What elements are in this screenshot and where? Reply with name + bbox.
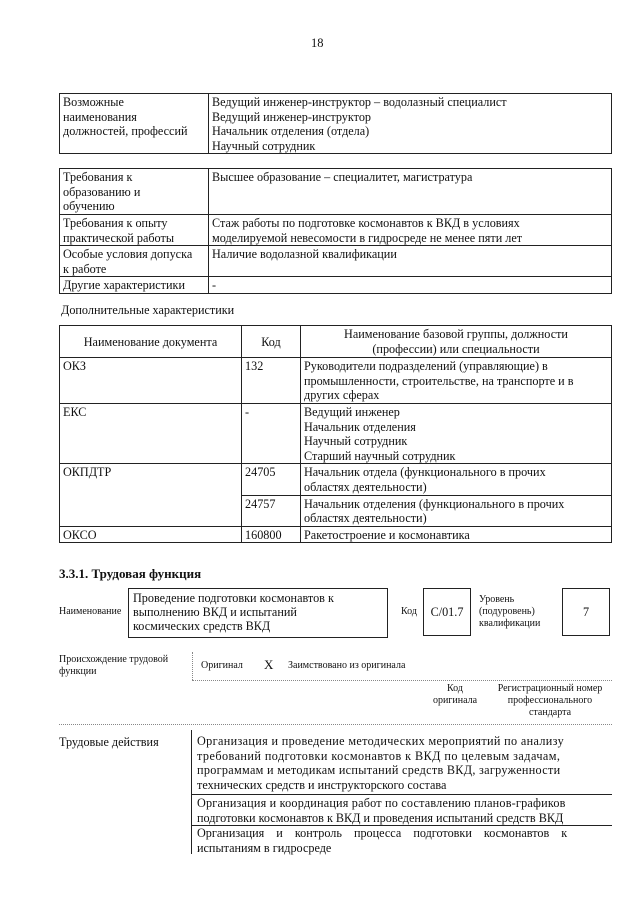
header-doc: Наименование документа <box>60 326 242 358</box>
header-line: Наименование базовой группы, должности <box>344 327 568 341</box>
name-line: других сферах <box>304 388 380 403</box>
original-mark: X <box>264 657 274 672</box>
function-name-box <box>128 588 388 638</box>
label-line: Особые условия допуска <box>63 247 193 262</box>
level-line: Уровень <box>479 594 515 605</box>
label-line: Требования к опыту <box>63 216 168 230</box>
value-line: - <box>212 278 217 293</box>
level-label <box>479 594 540 630</box>
level-line: (подуровень) <box>479 606 535 617</box>
orig-code-line: Код <box>447 683 463 694</box>
code-label: Код <box>401 606 417 617</box>
name-cell <box>301 404 612 464</box>
job-title: Ведущий инженер-инструктор <box>212 109 372 124</box>
header-name <box>301 326 612 358</box>
name-cell <box>301 526 612 543</box>
job-title: Научный сотрудник <box>212 138 316 153</box>
requirement-label <box>60 277 209 294</box>
additional-characteristics-table <box>59 325 612 543</box>
origin-line: функции <box>59 666 97 677</box>
code-cell: 24705 <box>242 464 301 495</box>
requirement-label <box>60 215 209 246</box>
table-row <box>60 169 612 215</box>
name-cell <box>301 464 612 495</box>
label-line: Требования к <box>63 170 133 184</box>
action-line: Организация и контроль процесса подготовки космонавтов к <box>197 826 568 840</box>
level-line: квалификации <box>479 618 541 629</box>
name-line: Проведение подготовки космонавтов к <box>133 591 334 605</box>
doc-cell: ОКСО <box>60 526 242 543</box>
table-row <box>60 246 612 277</box>
reg-number-label <box>488 683 612 719</box>
action-line: требований подготовки космонавтов к ВКД по целевым задачам, <box>197 748 561 763</box>
job-titles-values <box>209 94 612 154</box>
name-line: Научный сотрудник <box>304 434 408 449</box>
code-cell: 132 <box>242 358 301 404</box>
table-row <box>60 215 612 246</box>
reg-number-line: профессионального <box>507 695 593 706</box>
requirement-value <box>209 215 612 246</box>
job-titles-label <box>60 94 209 154</box>
table-header-row <box>60 326 612 358</box>
labor-action-item <box>197 826 609 855</box>
table-row <box>60 277 612 294</box>
name-cell <box>301 358 612 404</box>
name-line: областях деятельности) <box>304 479 427 494</box>
level-value: 7 <box>582 605 590 619</box>
origin-box-left <box>192 652 193 680</box>
action-line: Организация и координация работ по составлению планов-графиков <box>197 796 566 810</box>
origin-line: Происхождение трудовой <box>59 654 169 665</box>
level-value-box <box>562 588 610 636</box>
section-heading: 3.3.1. Трудовая функция <box>59 566 202 581</box>
value-line: моделируемой невесомости в гидросреде не менее пяти лет <box>212 230 523 245</box>
label-line: наименования <box>63 109 137 124</box>
header-code: Код <box>242 326 301 358</box>
name-line: промышленности, строительстве, на транспорте и в <box>304 373 574 388</box>
section-divider <box>59 724 612 725</box>
label-line: к работе <box>63 261 107 276</box>
requirement-label <box>60 246 209 277</box>
origin-row-divider <box>192 680 612 681</box>
name-cell <box>301 495 612 526</box>
doc-cell: ОКПДТР <box>60 464 242 526</box>
action-line: подготовки космонавтов к ВКД и проведения испытаний средств ВКД <box>197 810 564 825</box>
value-line: Высшее образование – специалитет, магистратура <box>212 170 473 184</box>
code-cell: 160800 <box>242 526 301 543</box>
borrowed-label: Заимствовано из оригинала <box>288 660 406 671</box>
name-line: космических средств ВКД <box>133 619 271 633</box>
requirement-value <box>209 277 612 294</box>
doc-cell: ОКЗ <box>60 358 242 404</box>
name-line: Руководители подразделений (управляющие) в <box>304 359 548 373</box>
orig-code-line: оригинала <box>432 695 478 706</box>
label-line: Возможные <box>63 95 124 109</box>
additional-characteristics-title: Дополнительные характеристики <box>61 303 235 317</box>
value-line: Стаж работы по подготовке космонавтов к ВКД в условиях <box>212 216 520 230</box>
doc-cell: ЕКС <box>60 404 242 464</box>
orig-code-label <box>425 683 485 707</box>
name-line: Ракетостроение и космонавтика <box>304 527 470 542</box>
labor-action-item <box>197 796 609 825</box>
label-line: Другие характеристики <box>63 278 185 293</box>
name-line: Начальник отделения <box>304 419 416 434</box>
name-line: Начальник отделения (функционального в прочих <box>304 496 565 511</box>
code-cell: - <box>242 404 301 464</box>
label-line: должностей, профессий <box>63 124 188 139</box>
original-label: Оригинал <box>201 660 243 671</box>
table-row <box>60 526 612 543</box>
labor-actions-label: Трудовые действия <box>59 735 159 749</box>
label-line: практической работы <box>63 230 175 245</box>
label-line: образованию и <box>63 184 141 199</box>
action-line: Организация и проведение методических мероприятий по анализу <box>197 734 565 748</box>
reg-number-line: стандарта <box>528 707 572 718</box>
label-line: обучению <box>63 199 115 214</box>
name-line: выполнению ВКД и испытаний <box>133 605 297 619</box>
reg-number-line: Регистрационный номер <box>497 683 603 694</box>
action-line: программам и методикам испытаний средств ВКД, загруженности <box>197 763 561 778</box>
code-cell: 24757 <box>242 495 301 526</box>
job-title: Начальник отделения (отдела) <box>212 124 370 139</box>
requirement-value <box>209 246 612 277</box>
table-row <box>60 358 612 404</box>
requirement-label <box>60 169 209 215</box>
requirements-table <box>59 168 612 294</box>
name-line: областях деятельности) <box>304 511 427 526</box>
value-line: Наличие водолазной квалификации <box>212 247 397 262</box>
origin-label <box>59 654 168 678</box>
name-line: Начальник отдела (функционального в прочих <box>304 465 546 480</box>
name-line: Старший научный сотрудник <box>304 448 456 463</box>
name-label: Наименование <box>59 606 122 617</box>
name-line: Ведущий инженер <box>304 405 400 419</box>
job-titles-table <box>59 93 612 154</box>
requirement-value <box>209 169 612 215</box>
labor-action-divider <box>191 794 612 795</box>
header-line: (профессии) или специальности <box>372 341 540 356</box>
action-line: технических средств и инструкторского состава <box>197 777 447 792</box>
job-title: Ведущий инженер-инструктор – водолазный специалист <box>212 95 507 109</box>
code-value: С/01.7 <box>430 605 464 619</box>
table-row <box>60 464 612 495</box>
labor-actions-left-border <box>191 730 192 854</box>
page-number: 18 <box>311 36 324 50</box>
code-value-box <box>423 588 471 636</box>
labor-action-item <box>197 734 609 792</box>
table-row <box>60 404 612 464</box>
action-line: испытаниям в гидросреде <box>197 840 332 855</box>
